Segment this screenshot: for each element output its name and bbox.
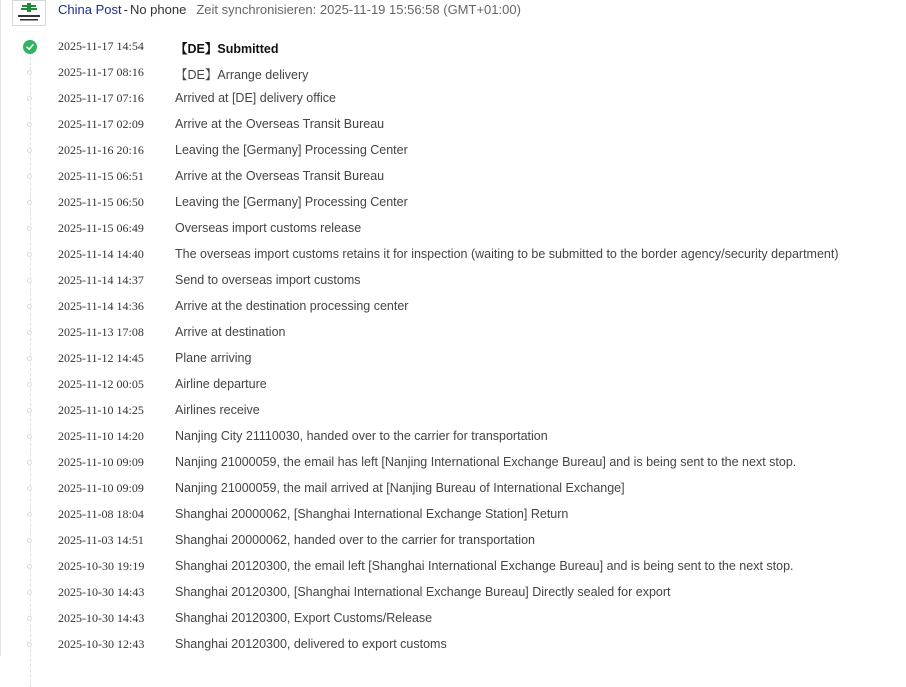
timeline-event — [0, 165, 906, 191]
timeline-event — [0, 399, 906, 425]
event-description: Shanghai 20120300, delivered to export customs — [175, 637, 447, 651]
timeline-dot-icon — [27, 200, 32, 205]
timeline-event — [0, 217, 906, 243]
event-time: 2025-11-13 17:08 — [58, 325, 144, 339]
event-time: 2025-11-14 14:36 — [58, 299, 144, 313]
timeline-event — [0, 347, 906, 373]
check-circle-icon — [23, 40, 37, 54]
timeline-event — [0, 425, 906, 451]
timeline-event — [0, 477, 906, 503]
timeline-dot-icon — [27, 564, 32, 569]
event-description: 【DE】Arrange delivery — [175, 68, 309, 82]
event-description: Arrive at the Overseas Transit Bureau — [175, 117, 385, 131]
event-description: Leaving the [Germany] Processing Center — [175, 195, 408, 209]
event-time: 2025-11-17 14:54 — [58, 39, 144, 53]
event-description: Shanghai 20120300, [Shanghai International Exchange Bureau] Directly sealed for export — [175, 585, 671, 599]
sync-timestamp: Zeit synchronisieren: 2025-11-19 15:56:58 (GMT+01:00) — [196, 2, 521, 17]
event-description: Overseas import customs release — [175, 221, 362, 235]
header-separator: - — [123, 2, 128, 17]
timeline-dot-icon — [27, 408, 32, 413]
event-time: 2025-11-17 07:16 — [58, 91, 144, 105]
timeline-event — [0, 321, 906, 347]
event-description: Shanghai 20000062, handed over to the carrier for transportation — [175, 533, 535, 547]
event-time: 2025-11-10 14:20 — [58, 429, 144, 443]
event-description: 【DE】Submitted — [175, 42, 279, 56]
event-time: 2025-11-17 08:16 — [58, 65, 144, 79]
event-time: 2025-11-12 14:45 — [58, 351, 144, 365]
timeline-dot-icon — [27, 304, 32, 309]
timeline-dot-icon — [27, 512, 32, 517]
timeline-event — [0, 35, 906, 61]
timeline-event — [0, 139, 906, 165]
event-description: Nanjing 21000059, the mail arrived at [Nanjing Bureau of International Exchange] — [175, 481, 625, 495]
timeline-dot-icon — [27, 460, 32, 465]
timeline-event — [0, 243, 906, 269]
timeline-dot-icon — [27, 538, 32, 543]
event-description: Send to overseas import customs — [175, 273, 361, 287]
timeline-event — [0, 61, 906, 87]
timeline-dot-icon — [27, 616, 32, 621]
timeline-event — [0, 113, 906, 139]
carrier-name[interactable]: China Post — [58, 2, 122, 17]
timeline-event — [0, 607, 906, 633]
timeline-event — [0, 373, 906, 399]
event-time: 2025-10-30 14:43 — [58, 611, 145, 625]
timeline-dot-icon — [27, 642, 32, 647]
carrier-phone: No phone — [129, 2, 187, 17]
event-time: 2025-11-03 14:51 — [58, 533, 144, 547]
timeline-event — [0, 581, 906, 607]
timeline-dot-icon — [27, 356, 32, 361]
china-post-logo[interactable] — [12, 0, 46, 26]
event-description: Arrive at the destination processing center — [175, 299, 409, 313]
timeline-dot-icon — [27, 382, 32, 387]
event-time: 2025-11-14 14:37 — [58, 273, 144, 287]
event-time: 2025-11-16 20:16 — [58, 143, 144, 157]
timeline-event — [0, 269, 906, 295]
timeline-dot-icon — [27, 252, 32, 257]
event-time: 2025-10-30 12:43 — [58, 637, 145, 651]
timeline-dot-icon — [27, 330, 32, 335]
event-time: 2025-11-15 06:51 — [58, 169, 144, 183]
event-description: Nanjing City 21110030, handed over to the carrier for transportation — [175, 429, 548, 443]
event-time: 2025-11-10 14:25 — [58, 403, 144, 417]
event-time: 2025-11-15 06:50 — [58, 195, 144, 209]
event-time: 2025-10-30 14:43 — [58, 585, 145, 599]
event-description: Arrive at the Overseas Transit Bureau — [175, 169, 385, 183]
event-description: Shanghai 20000062, [Shanghai International Exchange Station] Return — [175, 507, 569, 521]
timeline-event — [0, 555, 906, 581]
event-time: 2025-11-10 09:09 — [58, 455, 144, 469]
event-description: Leaving the [Germany] Processing Center — [175, 143, 408, 157]
event-description: Nanjing 21000059, the email has left [Nanjing International Exchange Bureau] and is being sent to the next stop. — [175, 455, 797, 469]
timeline-dot-icon — [27, 70, 32, 75]
event-description: Shanghai 20120300, Export Customs/Release — [175, 611, 433, 625]
timeline-event — [0, 633, 906, 659]
event-time: 2025-11-08 18:04 — [58, 507, 144, 521]
event-time: 2025-11-17 02:09 — [58, 117, 144, 131]
timeline-dot-icon — [27, 434, 32, 439]
event-time: 2025-10-30 19:19 — [58, 559, 145, 573]
event-description: Shanghai 20120300, the email left [Shanghai International Exchange Bureau] and is being sent to the next stop. — [175, 559, 794, 573]
timeline-event — [0, 191, 906, 217]
timeline-dot-icon — [27, 486, 32, 491]
event-time: 2025-11-15 06:49 — [58, 221, 144, 235]
timeline-event — [0, 295, 906, 321]
event-description: The overseas import customs retains it for inspection (waiting to be submitted to the border agency/security department) — [175, 247, 839, 261]
event-description: Plane arriving — [175, 351, 252, 365]
timeline-dot-icon — [27, 122, 32, 127]
timeline-dot-icon — [27, 278, 32, 283]
event-description: Airline departure — [175, 377, 267, 391]
event-time: 2025-11-14 14:40 — [58, 247, 144, 261]
timeline-dot-icon — [27, 96, 32, 101]
timeline-dot-icon — [27, 148, 32, 153]
event-time: 2025-11-10 09:09 — [58, 481, 144, 495]
event-description: Arrive at destination — [175, 325, 286, 339]
timeline-dot-icon — [27, 174, 32, 179]
event-description: Airlines receive — [175, 403, 260, 417]
timeline-event — [0, 529, 906, 555]
timeline-event — [0, 451, 906, 477]
timeline-event — [0, 87, 906, 113]
event-time: 2025-11-12 00:05 — [58, 377, 144, 391]
event-description: Arrived at [DE] delivery office — [175, 91, 336, 105]
timeline-dot-icon — [27, 226, 32, 231]
carrier-header — [12, 0, 521, 28]
timeline-event — [0, 503, 906, 529]
timeline-dot-icon — [27, 590, 32, 595]
